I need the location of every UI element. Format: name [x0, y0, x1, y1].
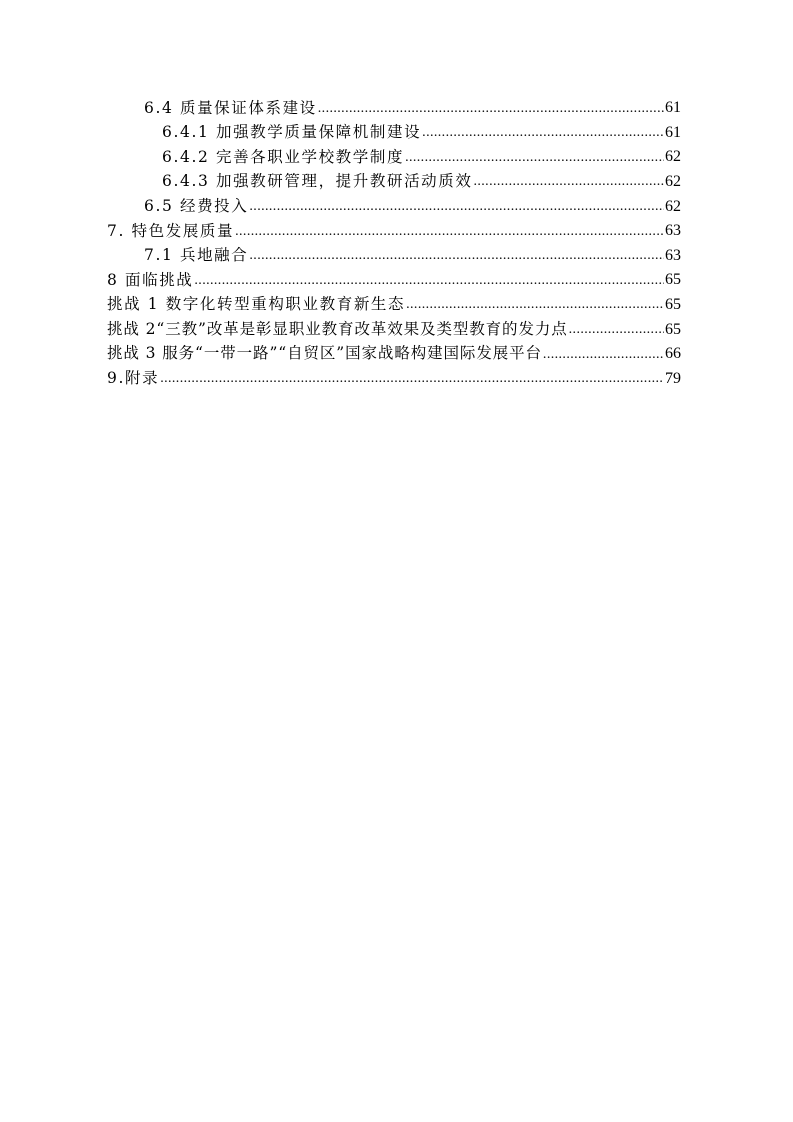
- toc-entry-label: 6.4.1 加强教学质量保障机制建设: [162, 123, 422, 142]
- toc-entry[interactable]: [0, 244, 793, 269]
- toc-entry-page: 62: [665, 148, 681, 166]
- toc-leader-dots: [235, 225, 664, 244]
- toc-entry[interactable]: [0, 194, 793, 219]
- toc-leader-dots: [318, 102, 664, 121]
- toc-entry-label: 9.附录: [107, 369, 160, 388]
- toc-entry[interactable]: [0, 170, 793, 195]
- toc-entry[interactable]: [0, 145, 793, 170]
- toc-entry[interactable]: [0, 367, 793, 392]
- toc-entry-label: 7. 特色发展质量: [107, 221, 235, 240]
- toc-entry-label: 6.4.2 完善各职业学校教学制度: [162, 147, 405, 166]
- toc-entry[interactable]: [0, 317, 793, 342]
- toc-entry[interactable]: [0, 268, 793, 293]
- toc-leader-dots: [406, 298, 664, 317]
- table-of-contents: [0, 96, 793, 391]
- toc-leader-dots: [543, 348, 664, 367]
- toc-entry-page: 63: [665, 246, 681, 264]
- toc-leader-dots: [473, 175, 664, 194]
- toc-entry-label: 6.4 质量保证体系建设: [144, 98, 317, 117]
- toc-entry[interactable]: [0, 96, 793, 121]
- toc-entry-page: 61: [665, 99, 681, 117]
- toc-entry-label: 7.1 兵地融合: [144, 246, 249, 265]
- toc-entry-page: 62: [665, 197, 681, 215]
- toc-entry-page: 66: [665, 345, 681, 363]
- toc-entry[interactable]: [0, 121, 793, 146]
- toc-entry-page: 79: [665, 369, 681, 387]
- toc-entry-label: 6.5 经费投入: [144, 196, 249, 215]
- toc-entry[interactable]: [0, 293, 793, 318]
- toc-entry-page: 65: [665, 271, 681, 289]
- toc-entry-label: 挑战 3 服务“一带一路”“自贸区”国家战略构建国际发展平台: [107, 344, 542, 363]
- toc-entry-label: 挑战 1 数字化转型重构职业教育新生态: [107, 295, 406, 314]
- toc-leader-dots: [569, 323, 664, 342]
- toc-entry-page: 65: [665, 296, 681, 314]
- toc-leader-dots: [194, 274, 664, 293]
- toc-entry-page: 65: [665, 320, 681, 338]
- toc-leader-dots: [160, 372, 664, 391]
- toc-entry[interactable]: [0, 342, 793, 367]
- toc-entry-label: 挑战 2“三教”改革是彰显职业教育改革效果及类型教育的发力点: [107, 319, 568, 338]
- toc-entry-label: 8 面临挑战: [107, 270, 194, 289]
- toc-entry[interactable]: [0, 219, 793, 244]
- toc-entry-page: 62: [665, 173, 681, 191]
- toc-leader-dots: [405, 151, 664, 170]
- toc-leader-dots: [249, 249, 664, 268]
- toc-entry-page: 63: [665, 222, 681, 240]
- toc-leader-dots: [422, 126, 664, 145]
- toc-entry-label: 6.4.3 加强教研管理，提升教研活动质效: [162, 172, 473, 191]
- toc-leader-dots: [249, 200, 664, 219]
- toc-entry-page: 61: [665, 123, 681, 141]
